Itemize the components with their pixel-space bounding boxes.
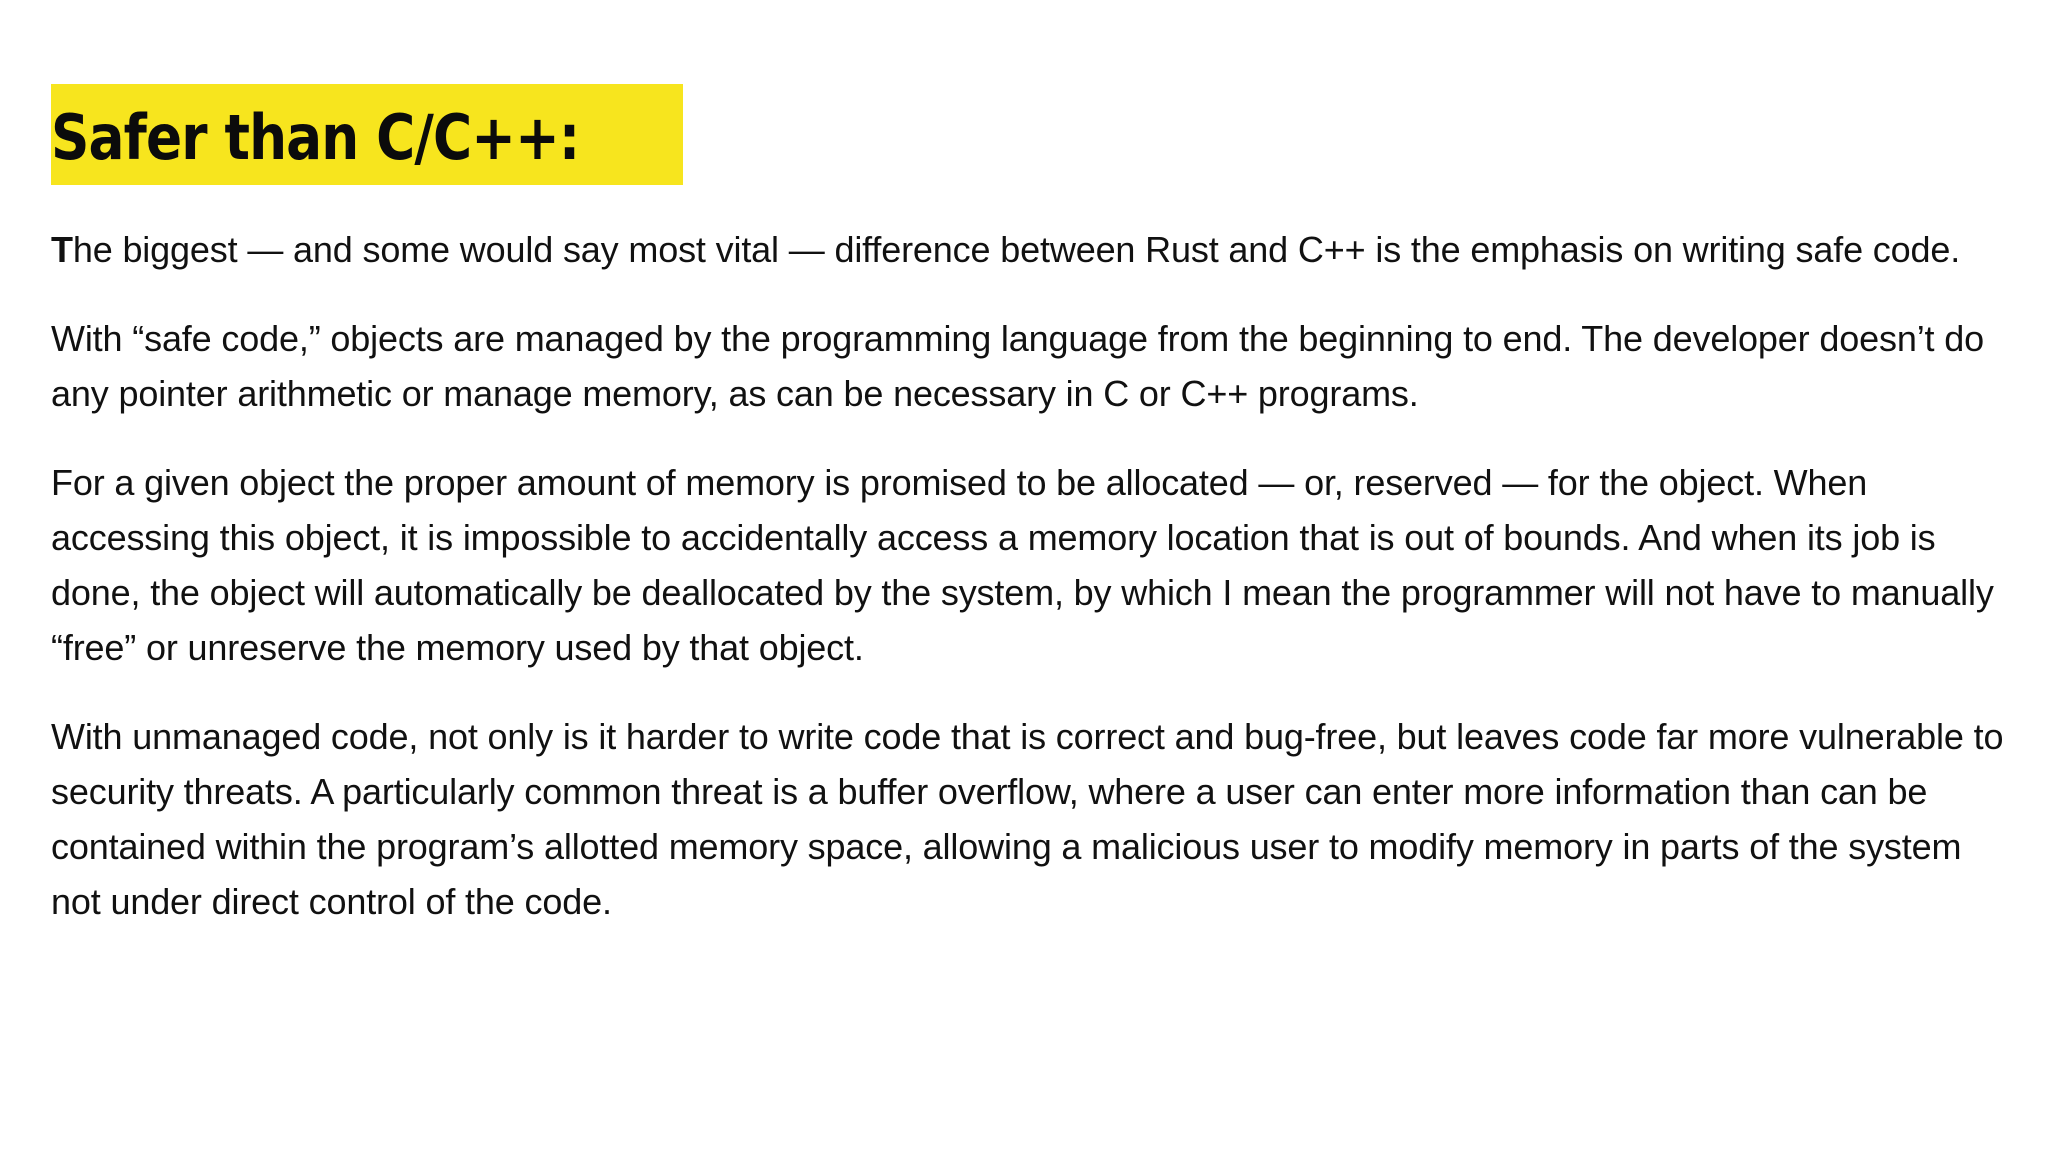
- paragraph-3-text: For a given object the proper amount of memory is promised to be allocated — or, reserved — for the object. When accessing this object, it is impossible to accidentally access a memory location that is out of bounds. And when its job is done, the object will automatically be deallocated by the system, by which I mean the programmer will not have to manually “free” or unreserve the memory used by that object.: [51, 462, 1994, 668]
- paragraph-3: [51, 455, 2011, 675]
- slide-body: [51, 222, 2011, 963]
- paragraph-2: [51, 311, 2011, 421]
- paragraph-4-text: With unmanaged code, not only is it harder to write code that is correct and bug-free, but leaves code far more vulnerable to security threats. A particularly common threat is a buffer overflow, where a user can enter more information than can be contained within the program’s allotted memory space, allowing a malicious user to modify memory in parts of the system not under direct control of the code.: [51, 716, 2004, 922]
- paragraph-2-text: With “safe code,” objects are managed by the programming language from the beginning to end. The developer doesn’t do any pointer arithmetic or manage memory, as can be necessary in C or C++ programs.: [51, 318, 1984, 414]
- paragraph-1-text: he biggest — and some would say most vital — difference between Rust and C++ is the emphasis on writing safe code.: [72, 229, 1961, 270]
- title-highlight: [51, 84, 683, 185]
- paragraph-4: [51, 709, 2011, 929]
- paragraph-1: [51, 222, 2011, 277]
- page-title: Safer than C/C++:: [51, 100, 580, 174]
- paragraph-1-first-letter: T: [51, 229, 73, 270]
